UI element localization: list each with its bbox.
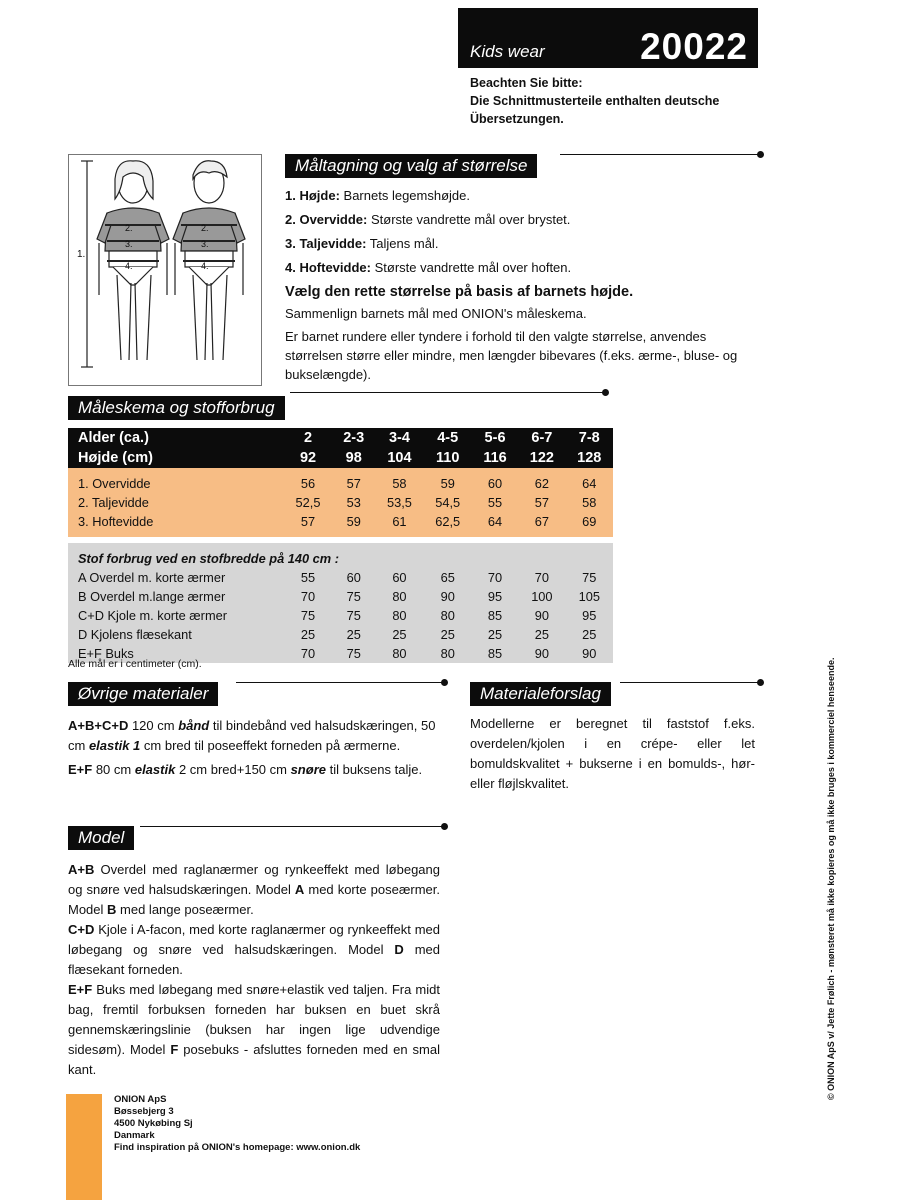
row-label: 2. Taljevidde: [68, 493, 284, 512]
table-cell: 58: [566, 493, 613, 512]
company-address: [114, 1094, 360, 1154]
row-label: 3. Hoftevidde: [68, 512, 284, 531]
table-cell: 128: [566, 448, 613, 468]
measure-row: [68, 512, 613, 531]
table-cell: 70: [518, 568, 565, 587]
fabric-heading: Stof forbrug ved en stofbredde på 140 cm :: [68, 549, 613, 568]
table-cell: 98: [332, 448, 375, 468]
table-cell: 2-3: [332, 428, 375, 448]
table-cell: 90: [424, 587, 472, 606]
table-cell: 116: [472, 448, 518, 468]
table-cell: 52,5: [284, 493, 332, 512]
divider-dot: [757, 679, 764, 686]
table-cell: 54,5: [424, 493, 472, 512]
row-label: D Kjolens flæsekant: [68, 625, 284, 644]
measurement-list: [285, 184, 765, 384]
divider-dot: [441, 679, 448, 686]
table-cell: 70: [284, 587, 332, 606]
table-cell: 6-7: [518, 428, 565, 448]
table-cell: 70: [284, 644, 332, 663]
item-label: 1. Højde:: [285, 188, 340, 203]
orange-bar: [66, 1094, 102, 1200]
fabric-row: [68, 568, 613, 587]
divider-dot: [757, 151, 764, 158]
divider-dot: [602, 389, 609, 396]
header-row: [68, 428, 613, 448]
table-cell: 95: [566, 606, 613, 625]
table-cell: 90: [518, 606, 565, 625]
table-cell: 80: [375, 644, 423, 663]
table-cell: 85: [472, 606, 518, 625]
materials-paragraph: E+F 80 cm elastik 2 cm bred+150 cm snøre til buksens talje.: [68, 762, 423, 777]
german-note: [470, 74, 770, 128]
table-cell: 25: [472, 625, 518, 644]
row-label: Højde (cm): [68, 448, 284, 468]
divider: [140, 826, 444, 827]
measurement-item: [285, 184, 765, 208]
model-heading: Model: [68, 826, 134, 850]
item-label: 3. Taljevidde:: [285, 236, 367, 251]
table-cell: 59: [332, 512, 375, 531]
divider: [620, 682, 760, 683]
table-cell: 75: [332, 606, 375, 625]
size-chart-table: [68, 428, 613, 663]
table-cell: 90: [518, 644, 565, 663]
measurement-illustration: [68, 154, 262, 386]
table-cell: 100: [518, 587, 565, 606]
item-label: 2. Overvidde:: [285, 212, 368, 227]
table-cell: 75: [332, 644, 375, 663]
note-line: Beachten Sie bitte:: [470, 76, 583, 90]
item-label: 4. Hoftevidde:: [285, 260, 371, 275]
table-cell: 62,5: [424, 512, 472, 531]
note-line: Die Schnittmusterteile enthalten deutsche: [470, 94, 720, 108]
compare-text: Sammenlign barnets mål med ONION's måleskema.: [285, 306, 587, 321]
table-cell: 5-6: [472, 428, 518, 448]
category-label: Kids wear: [470, 42, 545, 61]
city: 4500 Nykøbing Sj: [114, 1118, 193, 1129]
chest-label: 2.: [125, 223, 133, 233]
row-label: A Overdel m. korte ærmer: [68, 568, 284, 587]
item-text: Barnets legemshøjde.: [343, 188, 470, 203]
divider: [560, 154, 760, 155]
table-cell: 25: [375, 625, 423, 644]
homepage-link[interactable]: Find inspiration på ONION's homepage: www.onion.dk: [114, 1142, 361, 1153]
table-cell: 25: [284, 625, 332, 644]
table-cell: 3-4: [375, 428, 423, 448]
table-cell: 80: [424, 644, 472, 663]
table-cell: 55: [472, 493, 518, 512]
materials-paragraph: A+B+C+D 120 cm bånd til bindebånd ved halsudskæringen, 50 cm elastik 1 cm bred til poseeffekt forneden på ærmerne.: [68, 718, 436, 753]
table-cell: 80: [375, 587, 423, 606]
table-cell: 122: [518, 448, 565, 468]
model-text: [68, 860, 440, 1080]
fabric-row: [68, 625, 613, 644]
copyright-text: © ONION ApS v/ Jette Frølich - mønsteret må ikke kopieres og må ikke bruges i kommerciel henseende.: [826, 657, 836, 1100]
measure-row: [68, 474, 613, 493]
fabric-row: [68, 606, 613, 625]
item-text: Taljens mål.: [369, 236, 439, 251]
table-cell: 55: [284, 568, 332, 587]
table-cell: 64: [566, 474, 613, 493]
street: Bøssebjerg 3: [114, 1106, 174, 1117]
table-cell: 104: [375, 448, 423, 468]
table-cell: 59: [424, 474, 472, 493]
table-cell: 7-8: [566, 428, 613, 448]
measuring-heading: Måltagning og valg af størrelse: [285, 154, 537, 178]
item-text: Største vandrette mål over brystet.: [371, 212, 571, 227]
table-cell: 25: [424, 625, 472, 644]
table-cell: 85: [472, 644, 518, 663]
table-cell: 57: [518, 493, 565, 512]
table-cell: 60: [332, 568, 375, 587]
table-cell: 80: [375, 606, 423, 625]
table-cell: 70: [472, 568, 518, 587]
model-paragraph: E+F Buks med løbegang med snøre+elastik ved taljen. Fra midt bag, fremtil forbuksen forneden har buksen en buet skrå gennemskæringslinie (buksen har ingen lige udvendige sidesøm). Model F posebuks - afsluttes forneden med en smal kant.: [68, 982, 440, 1077]
suggestions-text: Modellerne er beregnet til faststof f.eks. overdelen/kjolen i en crépe- eller let bomuldskvalitet + bukserne i en bomulds-, hør- eller fløjlskvalitet.: [470, 716, 755, 791]
table-cell: 92: [284, 448, 332, 468]
table-cell: 69: [566, 512, 613, 531]
table-cell: 56: [284, 474, 332, 493]
company-name: ONION ApS: [114, 1094, 167, 1105]
table-cell: 90: [566, 644, 613, 663]
table-cell: 105: [566, 587, 613, 606]
size-advice: Vælg den rette størrelse på basis af barnets højde.: [285, 284, 634, 300]
table-cell: 57: [332, 474, 375, 493]
row-label: E+F Buks: [68, 644, 284, 663]
materials-heading: Øvrige materialer: [68, 682, 218, 706]
table-cell: 57: [284, 512, 332, 531]
table-cell: 64: [472, 512, 518, 531]
table-cell: 75: [332, 587, 375, 606]
table-cell: 60: [472, 474, 518, 493]
hip-label: 4.: [125, 261, 133, 271]
table-cell: 53: [332, 493, 375, 512]
children-figures-icon: [69, 155, 261, 385]
table-cell: 67: [518, 512, 565, 531]
table-cell: 4-5: [424, 428, 472, 448]
table-cell: 2: [284, 428, 332, 448]
chest-label: 2.: [201, 223, 209, 233]
measurement-item: [285, 256, 765, 280]
model-paragraph: A+B Overdel med raglanærmer og rynkeeffekt med løbegang og snøre ved halsudskæringen. Model A med korte poseærmer. Model B med lange poseærmer.: [68, 862, 441, 917]
country: Danmark: [114, 1130, 155, 1141]
table-cell: 80: [424, 606, 472, 625]
divider-dot: [441, 823, 448, 830]
table-cell: 110: [424, 448, 472, 468]
waist-label: 3.: [125, 239, 133, 249]
table-cell: 25: [518, 625, 565, 644]
measurement-item: [285, 232, 765, 256]
header-row: [68, 448, 613, 468]
item-text: Største vandrette mål over hoften.: [374, 260, 572, 275]
table-note: Alle mål er i centimeter (cm).: [68, 658, 202, 670]
row-label: B Overdel m.lange ærmer: [68, 587, 284, 606]
hip-label: 4.: [201, 261, 209, 271]
row-label: 1. Overvidde: [68, 474, 284, 493]
fabric-row: [68, 587, 613, 606]
size-explanation: Er barnet rundere eller tyndere i forhold til den valgte størrelse, anvendes størrelsen større eller mindre, men længder bibevares (f.eks. ærme-, bluse- og bukselængde).: [285, 329, 738, 382]
table-cell: 25: [566, 625, 613, 644]
divider: [236, 682, 444, 683]
table-cell: 75: [566, 568, 613, 587]
pattern-header: [458, 8, 758, 68]
row-label: C+D Kjole m. korte ærmer: [68, 606, 284, 625]
waist-label: 3.: [201, 239, 209, 249]
model-paragraph: C+D Kjole i A-facon, med korte raglanærmer og rynkeeffekt med løbegang og snøre ved halsudskæringen. Model D med flæsekant forneden.: [68, 922, 440, 977]
suggestions-heading: Materialeforslag: [470, 682, 611, 706]
note-line: Übersetzungen.: [470, 112, 564, 126]
table-cell: 65: [424, 568, 472, 587]
materials-text: [68, 716, 446, 780]
table-cell: 62: [518, 474, 565, 493]
divider: [290, 392, 605, 393]
measure-row: [68, 493, 613, 512]
measurement-item: [285, 208, 765, 232]
table-cell: 95: [472, 587, 518, 606]
table-cell: 53,5: [375, 493, 423, 512]
table-cell: 60: [375, 568, 423, 587]
table-cell: 58: [375, 474, 423, 493]
pattern-number: 20022: [640, 26, 748, 67]
table-cell: 75: [284, 606, 332, 625]
table-cell: 25: [332, 625, 375, 644]
table-cell: 61: [375, 512, 423, 531]
row-label: Alder (ca.): [68, 428, 284, 448]
fabric-heading-row: [68, 549, 613, 568]
height-label: 1.: [77, 249, 86, 260]
size-chart-heading: Måleskema og stofforbrug: [68, 396, 285, 420]
